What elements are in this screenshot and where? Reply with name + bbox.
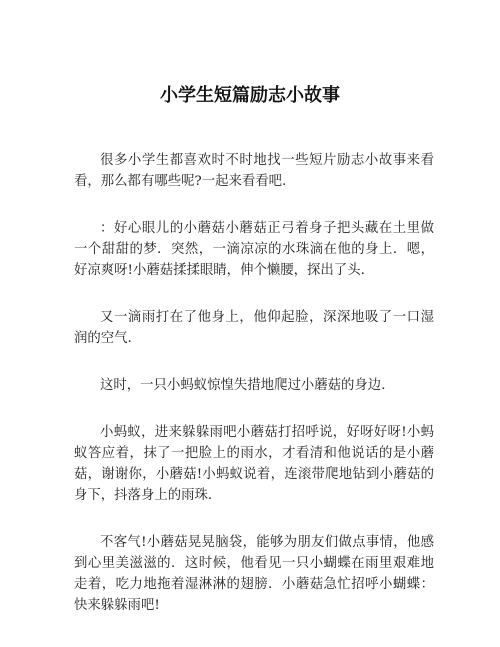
paragraph-rain-drop: 又一滴雨打在了他身上，他仰起脸，深深地吸了一口湿润的空气. xyxy=(74,310,434,346)
paragraph-butterfly: 不客气!小蘑菇晃晃脑袋，能够为朋友们做点事情，他感到心里美滋滋的．这时候，他看见一只小蝴蝶在雨里艰难地走着，吃力地拖着湿淋淋的翅膀．小蘑菇急忙招呼小蝴蝶：快来躲躲雨吧! xyxy=(74,535,434,613)
article-body xyxy=(74,150,434,642)
paragraph-mushroom-dream: ：好心眼儿的小蘑菇小蘑菇正弓着身子把头藏在土里做一个甜甜的梦．突然，一滴凉凉的水珠滴在他的身上．嗯，好凉爽呀!小蘑菇揉揉眼睛，伸个懒腰，探出了头. xyxy=(74,221,434,278)
paragraph-ant-passes: 这时，一只小蚂蚁惊惶失措地爬过小蘑菇的身边. xyxy=(100,378,386,393)
paragraph-ant-shelter: 小蚂蚁，进来躲躲雨吧小蘑菇打招呼说，好呀好呀!小蚂蚁答应着，抹了一把脸上的雨水，才看清和他说话的是小蘑菇，谢谢你，小蘑菇!小蚂蚁说着，连滚带爬地钻到小蘑菇的身下，抖落身上的雨珠. xyxy=(74,425,434,503)
page-title: 小学生短篇励志小故事 xyxy=(160,85,340,106)
paragraph-intro: 很多小学生都喜欢时不时地找一些短片励志小故事来看看，那么都有哪些呢?一起来看看吧. xyxy=(74,153,434,189)
